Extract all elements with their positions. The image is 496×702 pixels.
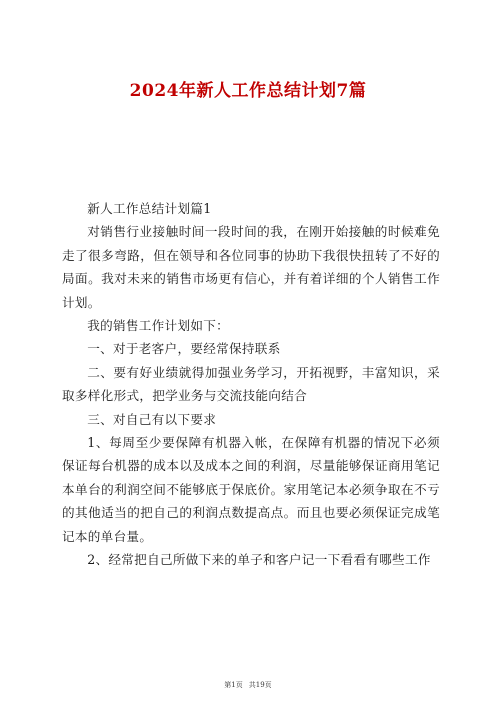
page-number: 第1页: [224, 681, 243, 689]
body-paragraph: 2、经常把自己所做下来的单子和客户记一下看看有哪些工作: [87, 552, 431, 568]
page-footer: [0, 680, 496, 690]
body-paragraph: 一、对于老客户，要经常保持联系: [87, 341, 281, 357]
page-total: 共19页: [248, 681, 272, 689]
body-paragraph: 1、每周至少要保障有机器入帐，在保障有机器的情况下必须保证每台机器的成本以及成本之间的利润，尽量能够保证商用笔记本单台的利润空间不能够底于保底价。家用笔记本必须争取在不亏的其他适当的把自己的利润点数提高点。而且也要必须保证完成笔记本的单台量。: [62, 435, 440, 544]
body-paragraph: 对销售行业接触时间一段时间的我，在刚开始接触的时候难免走了很多弯路，但在领导和各位同事的协助下我很快扭转了不好的局面。我对未来的销售市场更有信心，并有着详细的个人销售工作计划。: [62, 224, 440, 310]
body-paragraph: 三、对自己有以下要求: [87, 411, 217, 427]
document-body: [62, 197, 440, 572]
document-title: 2024年新人工作总结计划7篇: [129, 81, 367, 101]
body-paragraph: 我的销售工作计划如下：: [87, 318, 230, 334]
section-heading: 新人工作总结计划篇1: [87, 201, 212, 216]
body-paragraph: 二、要有好业绩就得加强业务学习，开拓视野，丰富知识，采取多样化形式，把学业务与交流技能向结合: [62, 364, 440, 404]
